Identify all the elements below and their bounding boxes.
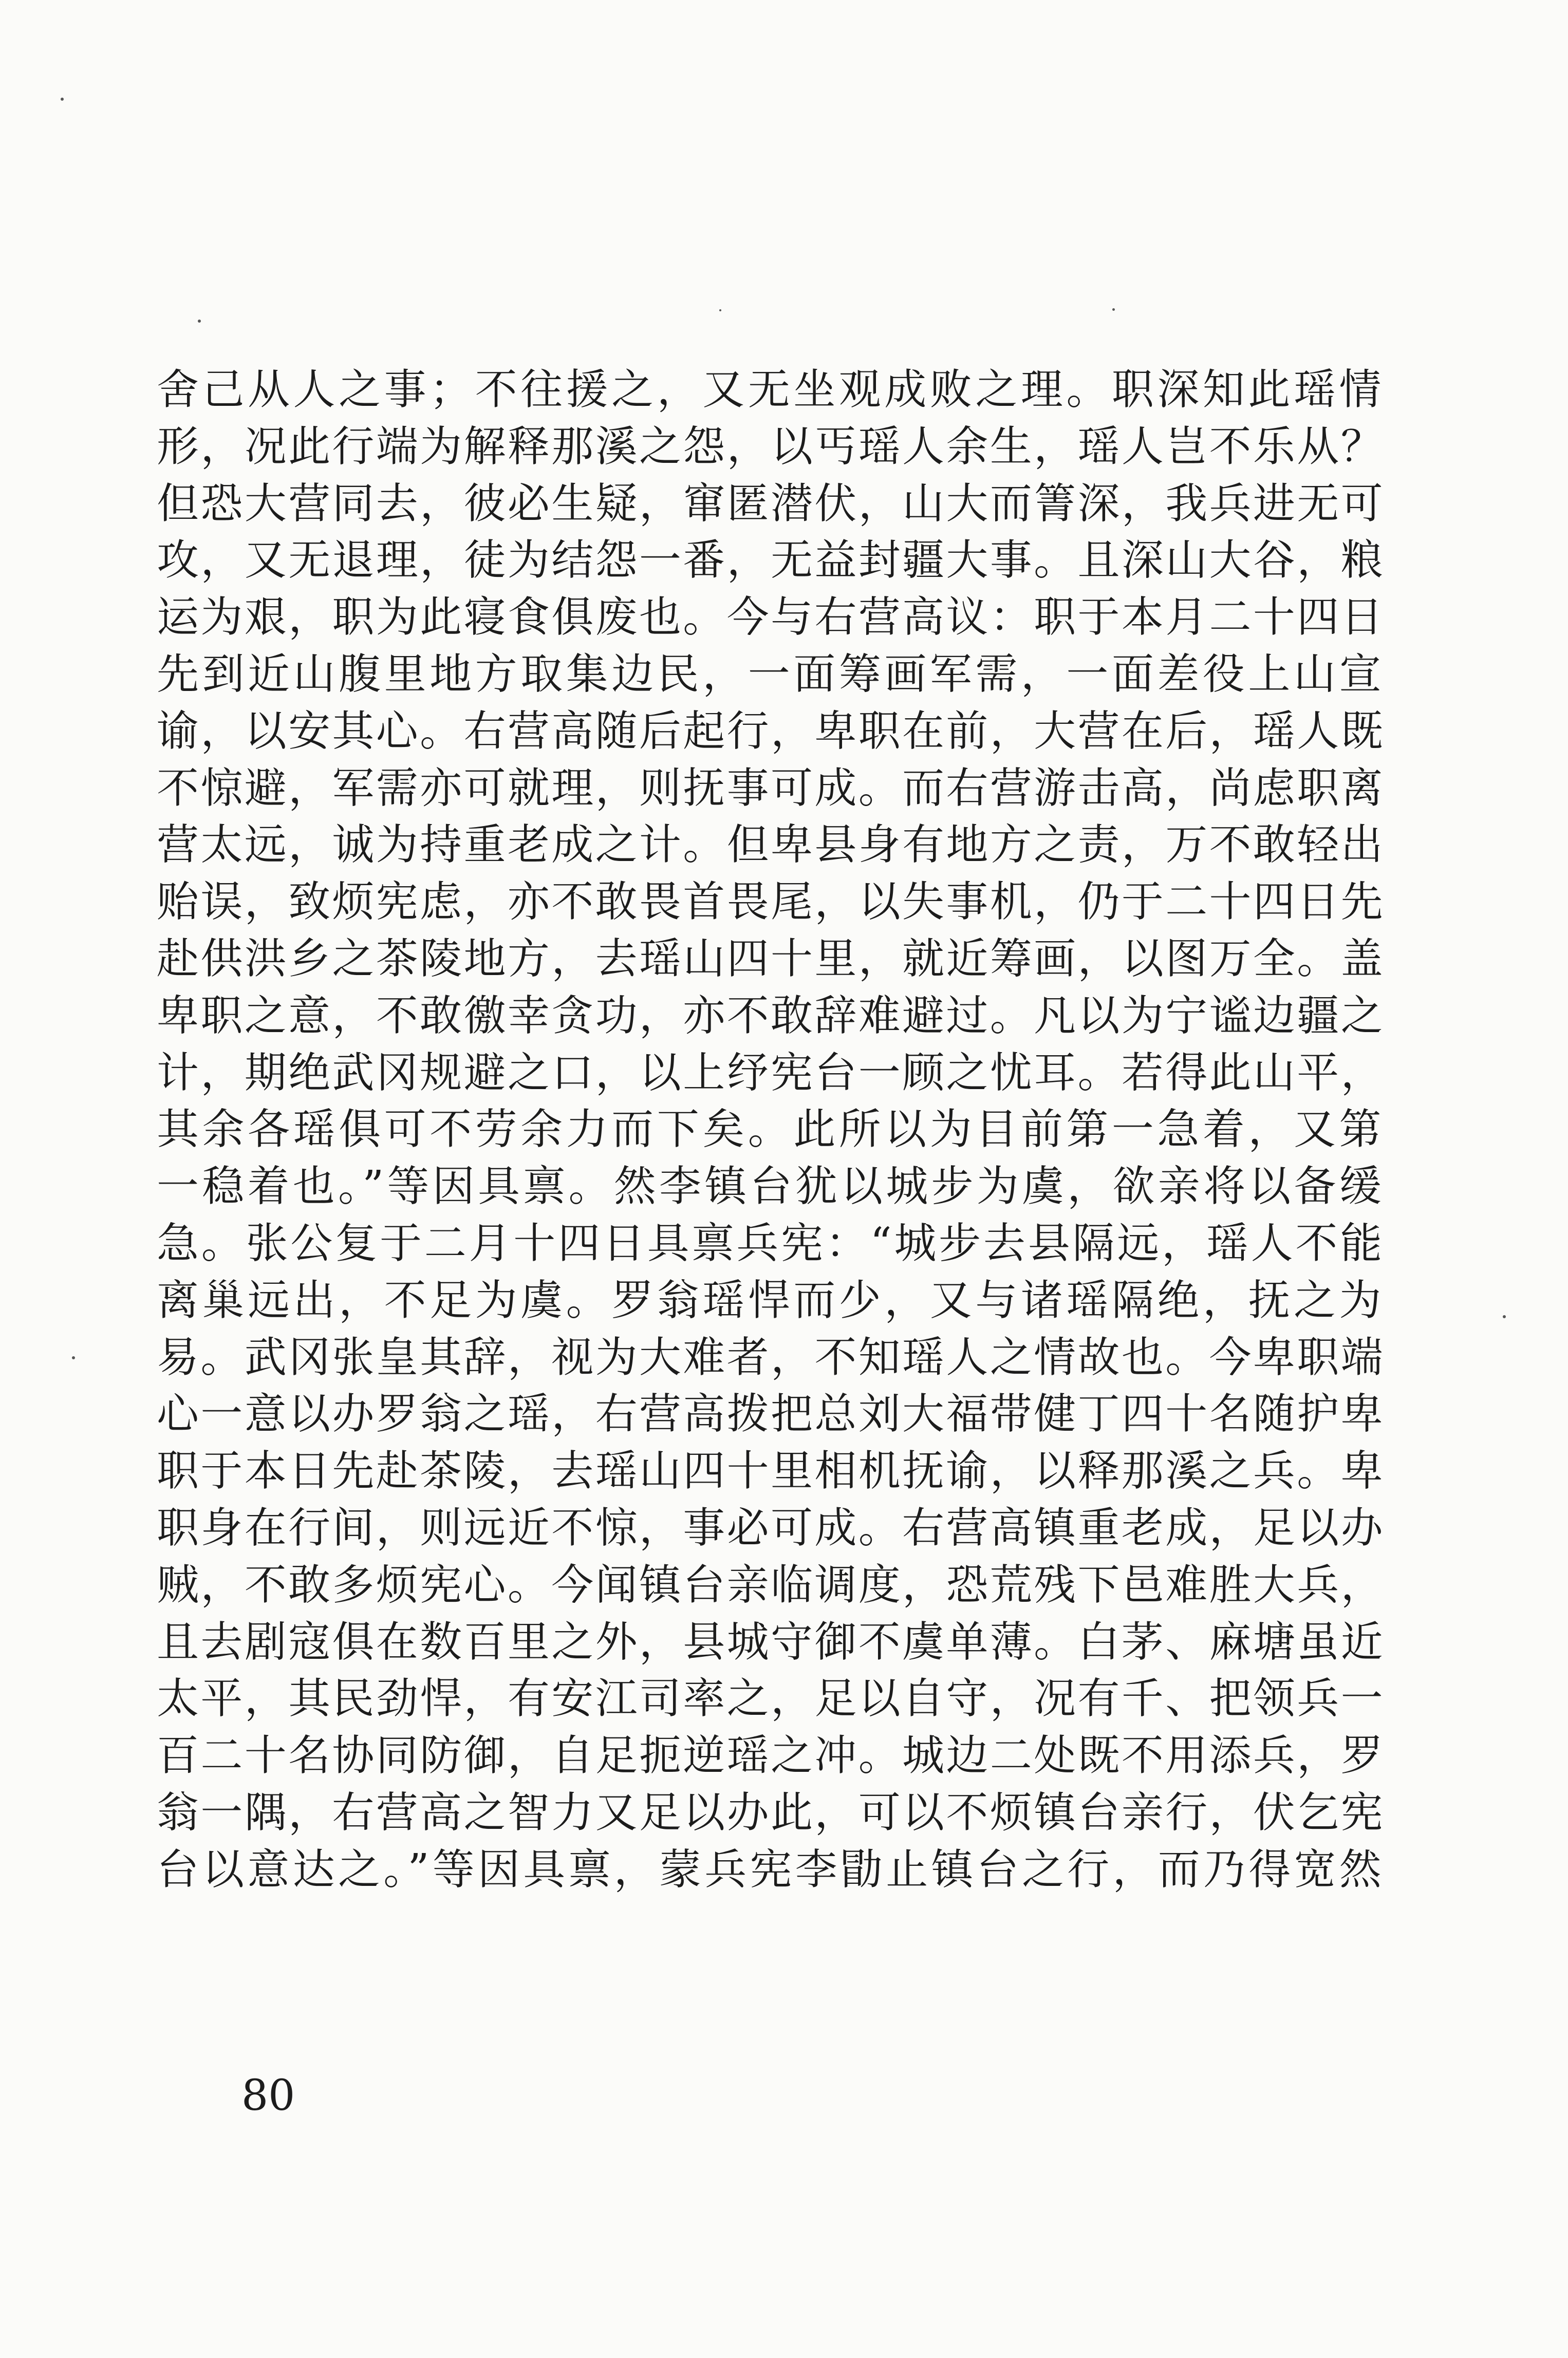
text-line: 舍己从人之事；不往援之，又无坐观成败之理。职深知此瑶情 bbox=[157, 365, 1385, 414]
paper-speck bbox=[72, 1356, 75, 1359]
text-line: 谕，以安其心。右营高随后起行，卑职在前，大营在后，瑶人既 bbox=[157, 706, 1385, 756]
page-number: 80 bbox=[241, 2071, 295, 2120]
text-line: 易。武冈张皇其辞，视为大难者，不知瑶人之情故也。今卑职端 bbox=[157, 1333, 1385, 1382]
paper-speck bbox=[719, 309, 721, 311]
text-line: 攻，又无退理，徒为结怨一番，无益封疆大事。且深山大谷，粮 bbox=[157, 536, 1385, 585]
text-line: 一稳着也。”等因具禀。然李镇台犹以城步为虞，欲亲将以备缓 bbox=[157, 1162, 1385, 1211]
text-line: 形，况此行端为解释那溪之怨，以丐瑶人余生，瑶人岂不乐从？ bbox=[157, 422, 1385, 471]
text-line: 太平，其民劲悍，有安江司率之，足以自守，况有千、把领兵一 bbox=[157, 1674, 1385, 1724]
text-line: 贻误，致烦宪虑，亦不敢畏首畏尾，以失事机，仍于二十四日先 bbox=[157, 877, 1385, 927]
text-line: 职身在行间，则远近不惊，事必可成。右营高镇重老成，足以办 bbox=[157, 1503, 1385, 1552]
text-line: 离巢远出，不足为虞。罗翁瑶悍而少，又与诸瑶隔绝，抚之为 bbox=[157, 1276, 1385, 1325]
text-line: 赴供洪乡之茶陵地方，去瑶山四十里，就近筹画，以图万全。盖 bbox=[157, 934, 1385, 983]
text-line: 先到近山腹里地方取集边民，一面筹画军需，一面差役上山宣 bbox=[157, 649, 1385, 699]
body-text bbox=[157, 362, 1385, 1899]
text-line: 但恐大营同去，彼必生疑，窜匿潜伏，山大而箐深，我兵进无可 bbox=[157, 479, 1385, 528]
text-line: 营太远，诚为持重老成之计。但卑县身有地方之责，万不敢轻出 bbox=[157, 820, 1385, 870]
text-line: 百二十名协同防御，自足扼逆瑶之冲。城边二处既不用添兵，罗 bbox=[157, 1731, 1385, 1781]
paper-speck bbox=[198, 320, 201, 323]
text-line: 运为艰，职为此寝食俱废也。今与右营高议：职于本月二十四日 bbox=[157, 593, 1385, 642]
paper-speck bbox=[61, 98, 64, 101]
text-line: 职于本日先赴茶陵，去瑶山四十里相机抚谕，以释那溪之兵。卑 bbox=[157, 1447, 1385, 1496]
text-line: 翁一隅，右营高之智力又足以办此，可以不烦镇台亲行，伏乞宪 bbox=[157, 1788, 1385, 1837]
text-line: 不惊避，军需亦可就理，则抚事可成。而右营游击高，尚虑职离 bbox=[157, 763, 1385, 813]
text-line: 台以意达之。”等因具禀，蒙兵宪李勖止镇台之行，而乃得宽然 bbox=[157, 1845, 1385, 1894]
text-line: 其余各瑶俱可不劳余力而下矣。此所以为目前第一急着，又第 bbox=[157, 1105, 1385, 1154]
text-line: 卑职之意，不敢徼幸贪功，亦不敢辞难避过。凡以为宁谧边疆之 bbox=[157, 991, 1385, 1040]
text-line: 且去剧寇俱在数百里之外，县城守御不虞单薄。白茅、麻塘虽近 bbox=[157, 1617, 1385, 1667]
text-line: 心一意以办罗翁之瑶，右营高拨把总刘大福带健丁四十名随护卑 bbox=[157, 1390, 1385, 1439]
paper-speck bbox=[1112, 308, 1115, 311]
text-line: 贼，不敢多烦宪心。今闻镇台亲临调度，恐荒残下邑难胜大兵， bbox=[157, 1560, 1385, 1610]
text-line: 急。张公复于二月十四日具禀兵宪：“城步去县隔远，瑶人不能 bbox=[157, 1219, 1385, 1268]
paper-speck bbox=[1503, 1315, 1506, 1318]
text-line: 计，期绝武冈规避之口，以上纾宪台一顾之忧耳。若得此山平， bbox=[157, 1048, 1385, 1097]
